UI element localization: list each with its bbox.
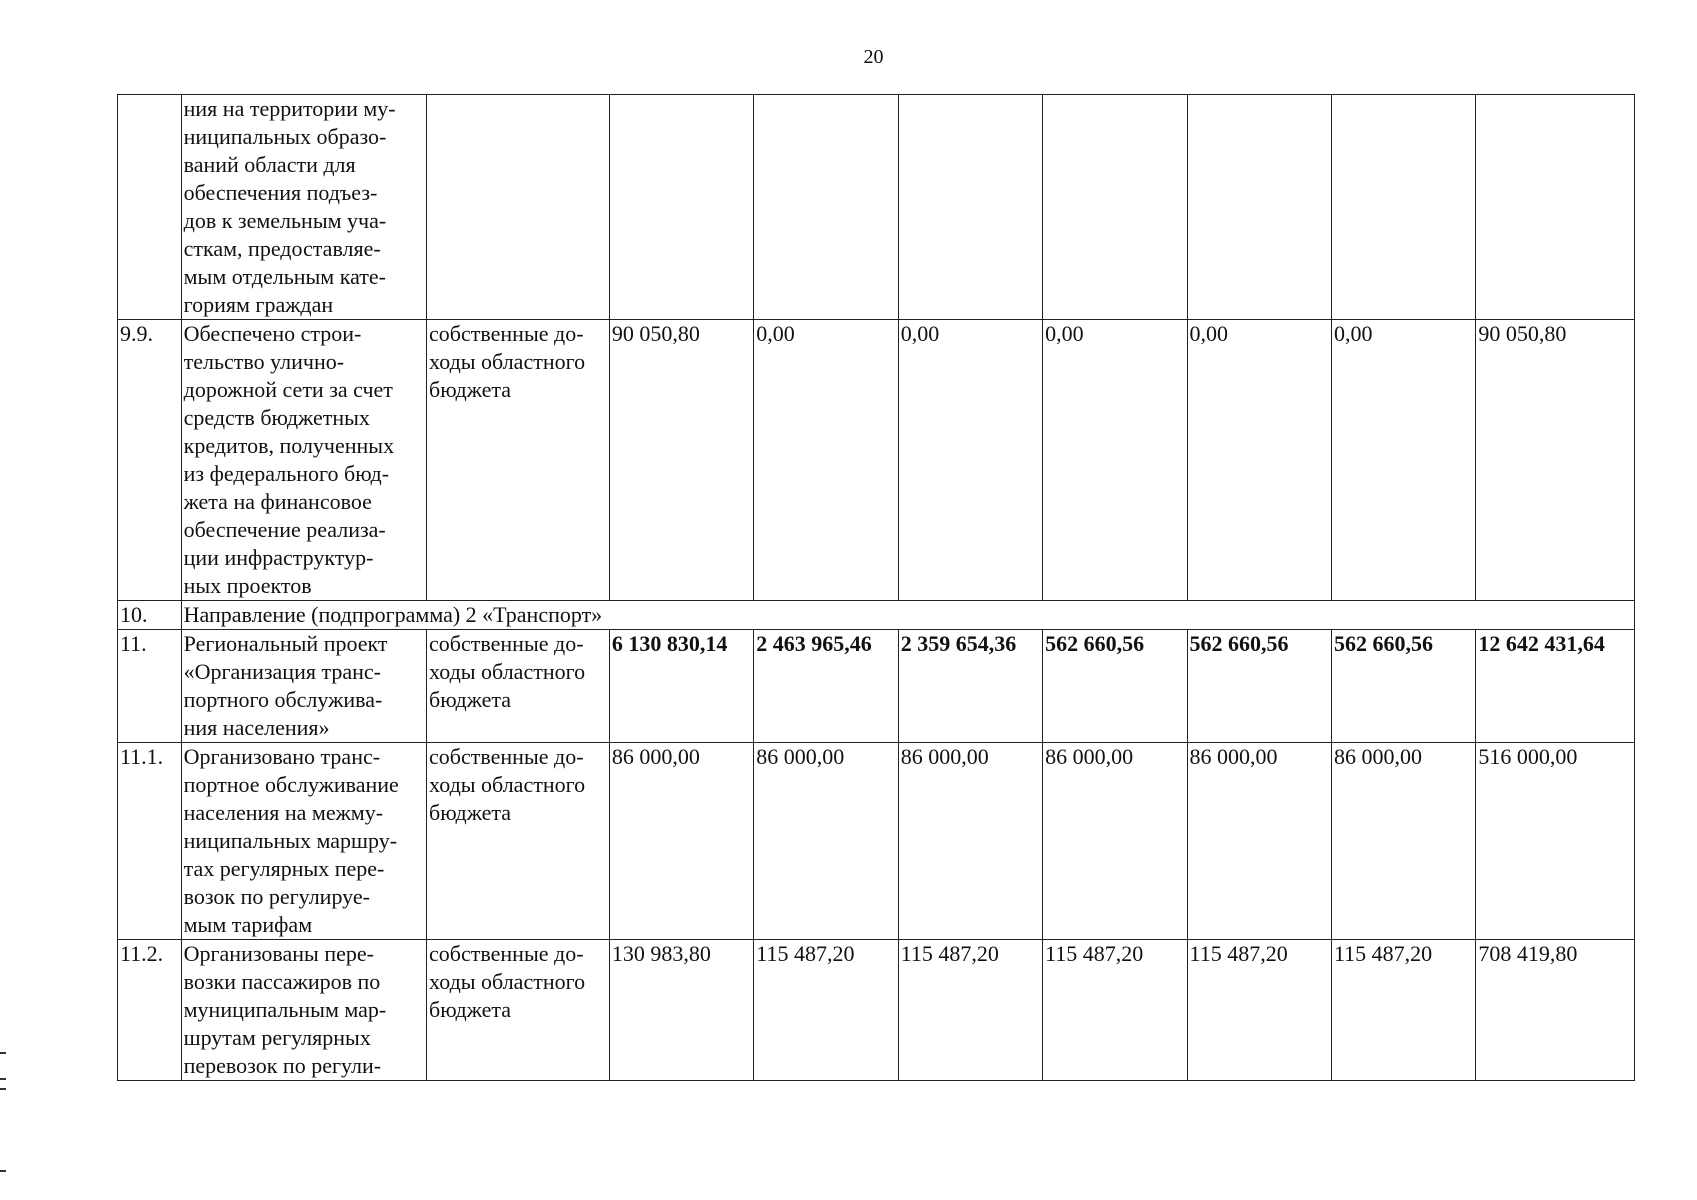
value-cell: 6 130 830,14	[609, 630, 753, 743]
row-number: 11.2.	[118, 940, 182, 1081]
budget-table	[117, 94, 1635, 1081]
funding-source: собственные до- ходы областного бюджета	[427, 630, 610, 743]
value-cell: 90 050,80	[609, 320, 753, 601]
row-description: Организованы пере- возки пассажиров по муниципальным мар- шрутам регулярных перевозок по регули-	[181, 940, 426, 1081]
value-cell: 86 000,00	[609, 743, 753, 940]
table-row	[118, 940, 1635, 1081]
row-description: Обеспечено строи- тельство улично- дорожной сети за счет средств бюджетных кредитов, полученных из федерального бюд- жета на финансовое обеспечение реализа- ции инфраструктур- ных проектов	[181, 320, 426, 601]
section-heading: Направление (подпрограмма) 2 «Транспорт»	[181, 601, 1634, 630]
funding-source: собственные до- ходы областного бюджета	[427, 320, 610, 601]
value-cell: 115 487,20	[1043, 940, 1187, 1081]
total-cell	[1476, 95, 1635, 320]
value-cell: 130 983,80	[609, 940, 753, 1081]
value-cell: 115 487,20	[1187, 940, 1331, 1081]
value-cell: 0,00	[754, 320, 898, 601]
value-cell: 562 660,56	[1043, 630, 1187, 743]
scan-margin-mark	[0, 1078, 6, 1080]
value-cell: 2 359 654,36	[898, 630, 1042, 743]
value-cell: 115 487,20	[754, 940, 898, 1081]
table-row	[118, 601, 1635, 630]
value-cell: 0,00	[1331, 320, 1475, 601]
value-cell	[898, 95, 1042, 320]
value-cell: 115 487,20	[1331, 940, 1475, 1081]
page-number: 20	[863, 46, 884, 68]
table-row	[118, 320, 1635, 601]
scan-margin-mark	[0, 1052, 6, 1054]
funding-source: собственные до- ходы областного бюджета	[427, 743, 610, 940]
row-number: 9.9.	[118, 320, 182, 601]
row-description: Региональный проект «Организация транс- портного обслужива- ния населения»	[181, 630, 426, 743]
funding-source	[427, 95, 610, 320]
row-number: 10.	[118, 601, 182, 630]
value-cell: 0,00	[898, 320, 1042, 601]
value-cell: 2 463 965,46	[754, 630, 898, 743]
value-cell: 86 000,00	[754, 743, 898, 940]
row-number	[118, 95, 182, 320]
row-description: Организовано транс- портное обслуживание населения на межму- ниципальных маршру- тах регулярных пере- возок по регулируе- мым тарифам	[181, 743, 426, 940]
value-cell	[1187, 95, 1331, 320]
value-cell: 86 000,00	[898, 743, 1042, 940]
table-row	[118, 630, 1635, 743]
value-cell: 86 000,00	[1187, 743, 1331, 940]
funding-source: собственные до- ходы областного бюджета	[427, 940, 610, 1081]
total-cell: 708 419,80	[1476, 940, 1635, 1081]
value-cell: 86 000,00	[1331, 743, 1475, 940]
value-cell	[1331, 95, 1475, 320]
total-cell: 12 642 431,64	[1476, 630, 1635, 743]
value-cell: 562 660,56	[1331, 630, 1475, 743]
scan-margin-mark	[0, 1088, 6, 1090]
value-cell	[609, 95, 753, 320]
value-cell	[754, 95, 898, 320]
total-cell: 516 000,00	[1476, 743, 1635, 940]
row-description: ния на территории му- ниципальных образо- ваний области для обеспечения подъез- дов к земельным уча- сткам, предоставляе- мым отдельным кате- гориям граждан	[181, 95, 426, 320]
total-cell: 90 050,80	[1476, 320, 1635, 601]
value-cell: 0,00	[1187, 320, 1331, 601]
table-row	[118, 743, 1635, 940]
value-cell	[1043, 95, 1187, 320]
value-cell: 0,00	[1043, 320, 1187, 601]
value-cell: 115 487,20	[898, 940, 1042, 1081]
row-number: 11.1.	[118, 743, 182, 940]
table-row	[118, 95, 1635, 320]
value-cell: 86 000,00	[1043, 743, 1187, 940]
row-number: 11.	[118, 630, 182, 743]
scan-margin-mark	[0, 1170, 6, 1172]
value-cell: 562 660,56	[1187, 630, 1331, 743]
